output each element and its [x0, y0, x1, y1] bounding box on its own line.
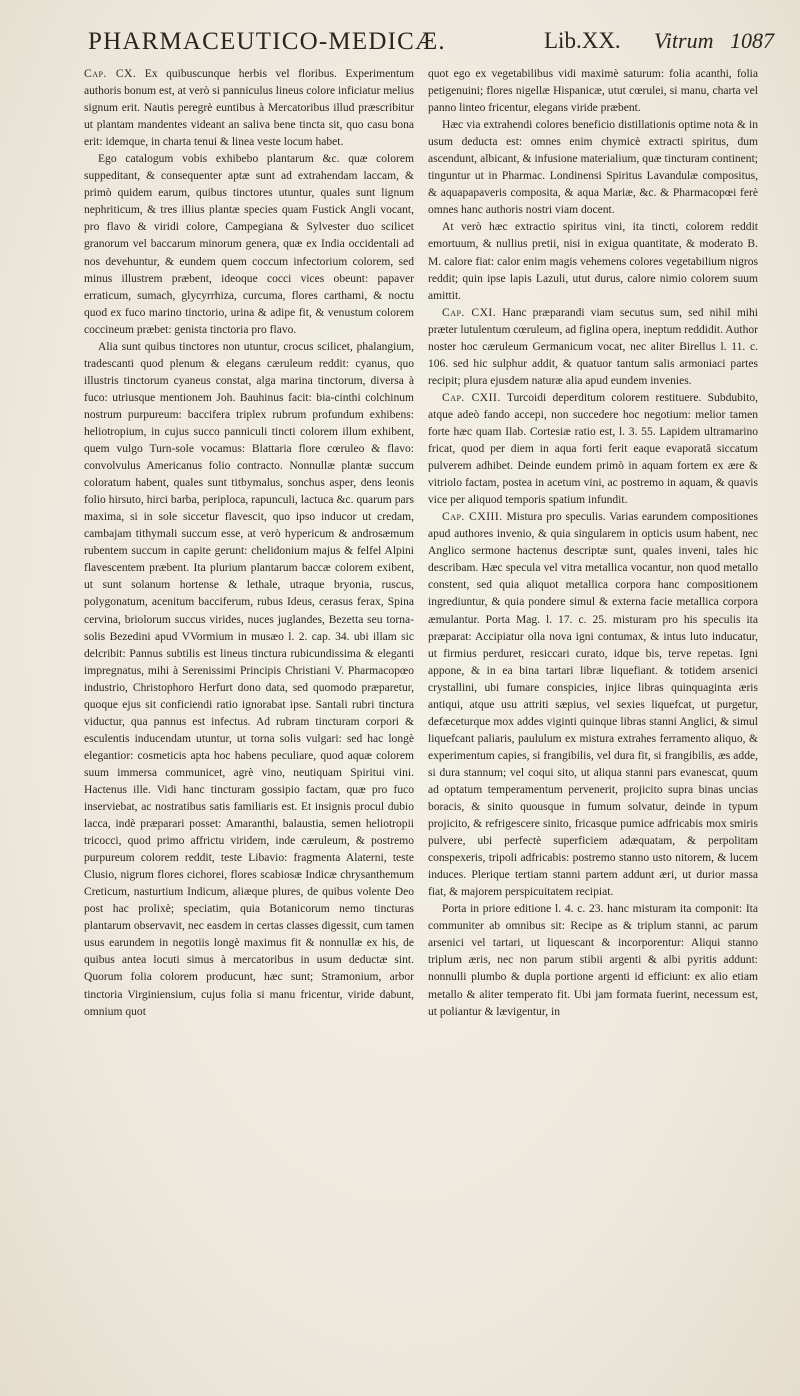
paragraph: Ego catalogum vobis exhibebo plantarum &c. quæ colorem suppeditant, & consequenter aptæ sunt ad extrahendam laccam, & primò quidem earum, quibus tinctores utuntur, quales sunt lignum nephriticum, & tres illius plantæ species quam Fustick Angli vocant, pro flavo & viridi colore, Campegiana & Sylvester duo scilicet granorum vel baccarum minorum genera, quæ ex India occidentali ad nos devehuntur, & eundem quem coccum infectorium colorem, sed minus illustrem præbent, ideoque cocci vices obeunt: papaver erraticum, sumach, glycyrrhiza, curcuma, flores carthami, & noctu quod ex fuco marino tinctorio, urina & adipe fit, & venustum colorem coccineum præbet: genista tinctoria pro flavo. — [84, 153, 414, 336]
paragraph-cap-cx — [84, 66, 414, 151]
page-number: 1087 — [730, 28, 774, 53]
right-column — [428, 66, 758, 1021]
paragraph-cap-cxii — [428, 390, 758, 509]
running-title: PHARMACEUTICO-MEDICÆ. — [88, 28, 446, 55]
chapter-heading: Cap. CXI. — [442, 306, 497, 319]
page-header — [88, 28, 774, 68]
chapter-heading: Cap. CXII. — [442, 391, 501, 404]
paragraph-text: Hanc præparandi viam secutus sum, sed nihil mihi præter lutulentum cœruleum, ad figlina opera, ineptum reddidit. Author noster hoc cæruleum Germanicum vocat, nec aliter Birellus l. 11. c. 106. sed hic sulphur addit, & quatuor tantum salis armoniaci partes recipit; plura ejusdem naturæ alia apud eundem invenies. — [428, 306, 759, 387]
paragraph-text: Turcoidi deperditum colorem restituere. Subdubito, atque adeò fando accepi, non succedere hoc negotium: melior tamen forte hæc quam Ilab. Cortesiæ ratio est, l. 3. 55. Lapidem ultramarino fricat, quod per diem in aqua forti ferit eaque evaporatâ siccatum pulverem adhibet. Deinde eundem primò in aquam fortem ex ære & vitriolo factam, postea in acetum vini, ac postremo in aquam, & quavis vice per aliquod temporis spatium infundit. — [428, 391, 758, 507]
paragraph-cap-cxiii — [428, 509, 758, 901]
paragraph: At verò hæc extractio spiritus vini, ita tincti, colorem reddit emortuum, & nullius pretii, nisi in exigua quantitate, & moderato B. M. calore fiat: calor enim magis vehemens colores vegetabilium nigros reddit; quin ipse lapis Lazuli, utut durus, calore nimio colorem suum amittit. — [428, 221, 758, 302]
book-label: Lib. — [544, 28, 582, 53]
paragraph: quot ego ex vegetabilibus vidi maximè saturum: folia acanthi, folia petigenuini; flores nigellæ Hispanicæ, utut cœrulei, si manu, charta vel panno linteo fricentur, elegans viride præbent. — [428, 68, 758, 115]
paragraph-text: Ex quibuscunque herbis vel floribus. Experimentum authoris bonum est, at verò si panniculus lineus colore inficiatur melius signum erit. Nautis peregrè euntibus à Mercatoribus illud præscribitur ut plantam mandentes videant an saliva bene tincta sit, quo casu bona erit: idemque, in charta tenui & linea veste locum habet. — [84, 68, 414, 149]
book-reference — [544, 28, 621, 54]
catchword: Vitrum — [654, 28, 714, 53]
paragraph: Hæc via extrahendi colores beneficio distillationis optime nota & in usum deducta est: omnes enim chymicè extracti spiritus, dum ascendunt, albicant, & infusione materialium, quæ tincturam continent; tinguntur ut in Pharmac. Londinensi Spiritus Lavandulæ compositus, & aquapapaveris composita, & aqua Mariæ, &c. & Pharmacopœi ferè omnes hanc authoris nostri viam docent. — [428, 119, 758, 217]
paragraph: Porta in priore editione l. 4. c. 23. hanc misturam ita componit: Ita communiter ab omnibus sit: Recipe as & triplum stanni, ac parum arsenici vel tartari, ut liquescant & incorporentur: Aliqui stanno triplum æris, nec non parum stibii argenti & albi pyritis addunt: nonnulli plumbo & dupla portione argenti id efficiunt: ex alio etiam metallo & aliter temperato fit. Ubi jam formata fuerint, necessum est, ut poliantur & lævigentur, in — [428, 903, 758, 1018]
book-number: XX. — [581, 28, 621, 53]
chapter-heading: Cap. CX. — [84, 68, 137, 80]
paragraph-cap-cxi — [428, 305, 758, 390]
paragraph-text: Mistura pro speculis. Varias earundem compositiones apud authores invenio, & quia singularem in opticis usum habent, nec Anglico sermone hactenus descriptæ sunt, quales inveni, tales hic describam. Hæc specula vel vitra metallica vocantur, non quod metallo constent, sed quia aliquot metallica corpora hanc compositionem ingrediuntur, & quia pondere simul & externa facie metallica corpora æmulantur. Porta Mag. l. 17. c. 25. misturam pro his speculis ita præparat: Accipiatur olla nova igni contumax, & intus luto inducatur, ut firmius perduret, resiccari curato, idque bis, terve repetas. Igni appone, & in ea bina tartari libræ liquefiant. & totidem arsenici crystallini, ubi fumare conspicies, injice libras quinquaginta æris antiqui, atque usu attriti sæpius, vel sexies liquefcat, ut purgetur, defæceturque mox addes viginti quinque libras stanni Anglici, & simul liquefcant paliaris, paululum ex mistura extrahes ferramento aliquo, & experimentum capies, si frangibilis, vel dura fit, si frangibilis, æs adde, si dura stannum; vel coqui sito, ut aliqua stanni pars evanescat, quum ad optatum temperamentum pervenerit, projicito supra binas uncias boracis, & sinito quousque in fumum solvatur, deinde in typum projicito, & refrigescere sinito, fricasque pumice adfricabis mox smiris pulvere, ubi perfectè superficiem adæquatam, & perpolitam conspexeris, tripoli adfricabis: postremo stanno usto nitorem, & lucem induces. Plerique tertiam stanni partem addunt æri, ut durior massa fiat, & majorem perspicuitatem recipiat. — [428, 511, 758, 899]
paragraph: Alia sunt quibus tinctores non utuntur, crocus scilicet, phalangium, tradescanti quod plenum & elegans cæruleum reddit: cyanus, quo illustris tinctorum cyaneus constat, alga marina tinctorum, diversa à fuco: utriusque mentionem Joh. Bauhinus facit: bia-cinthi colchinum nostrum purpureum: baccifera triplex rubrum profundum exhibens: heliotropium, in cujus succo panniculi tincti colorem illum exhibent, quem vulgo Turn-sole vocamus: Blattaria flore cœruleo & flavo: convolvulus Americanus folio contracto. Nonnullæ plantæ succum coloratum habent, quales sunt titbymalus, sonchus asper, dens leonis folio hirsuto, hirci barba, periploca, rapunculi, lactuca &c. quarum pars maxima, si in sole siccetur flavescit, quo ipso inducor ut credam, cambajam tithymali succum esse, at verò hypericum & androsæmum rubentem succum in capite gerunt: chelidonium majus & felfel Alpini flavescentem præbent. Ita plurium plantarum baccæ colorem exibent, ut sunt solanum hortense & lethale, utraque bryonia, ruscus, polygonatum, acenitum bacciferum, rubus Ideus, cerasus ferax, Spina cervina, briolorum succus virides, nuces juglandes, Bezetta seu torna-solis Bezedini apud VVormium in musæo l. 2. cap. 34. ubi illam sic delcribit: Pannus subtilis est lineus tinctura rubicundissima & eleganti impregnatus, mihi à Serenissimi Principis Christiani V. Pharmacopœo industrio, Christophoro Herfurt dono data, sed quomodo præparetur, quoque ejus sit conficiendi ratio ignorabat ipse. Santali rubri tinctura viductur, qua pannus est infectus. Ad rubram tincturam corpori & esculentis inducendam utuntur, ut torna solis vulgari: sed hac longè elegantior: cosmeticis apta hoc habens peculiare, quod aquæ colorem suum immersa communicet, agrè vino, neutiquam Spiritui vini. Hactenus ille. Vidi hanc tincturam gossipio factam, quæ pro fuco inserviebat, ac nostratibus satis familiaris est. Et insignis procul dubio lacca, indè præparari posset: Amaranthi, balaustia, semen heliotropii tricocci, quod primo affrictu viridem, inde cæruleum, & postremo purpureum colorem reddit, teste Libavio: fragmenta Alaterni, teste Clusio, nigrum flores cichorei, flores scabiosæ Indicæ chrysanthemum Creticum, nasturtium Indicum, aliæque plures, de quibus volente Deo post hac prolixè; speciatim, quia Botanicorum nemo tincturas plantarum observavit, nec easdem in certas classes digessit, cum tamen usus earundem in negotiis longè maximus fit & nonnullæ ex his, de quibus antea locuti simus à mercatoribus in usum deductæ sint. Quorum folia colorem producunt, hæc sunt; Stramonium, arbor tinctoria Virginiensium, cujus folia si manu fricentur, viride dabunt, omnium quot — [84, 340, 414, 1018]
chapter-heading: Cap. CXIII. — [442, 511, 503, 524]
left-column — [84, 66, 414, 1021]
